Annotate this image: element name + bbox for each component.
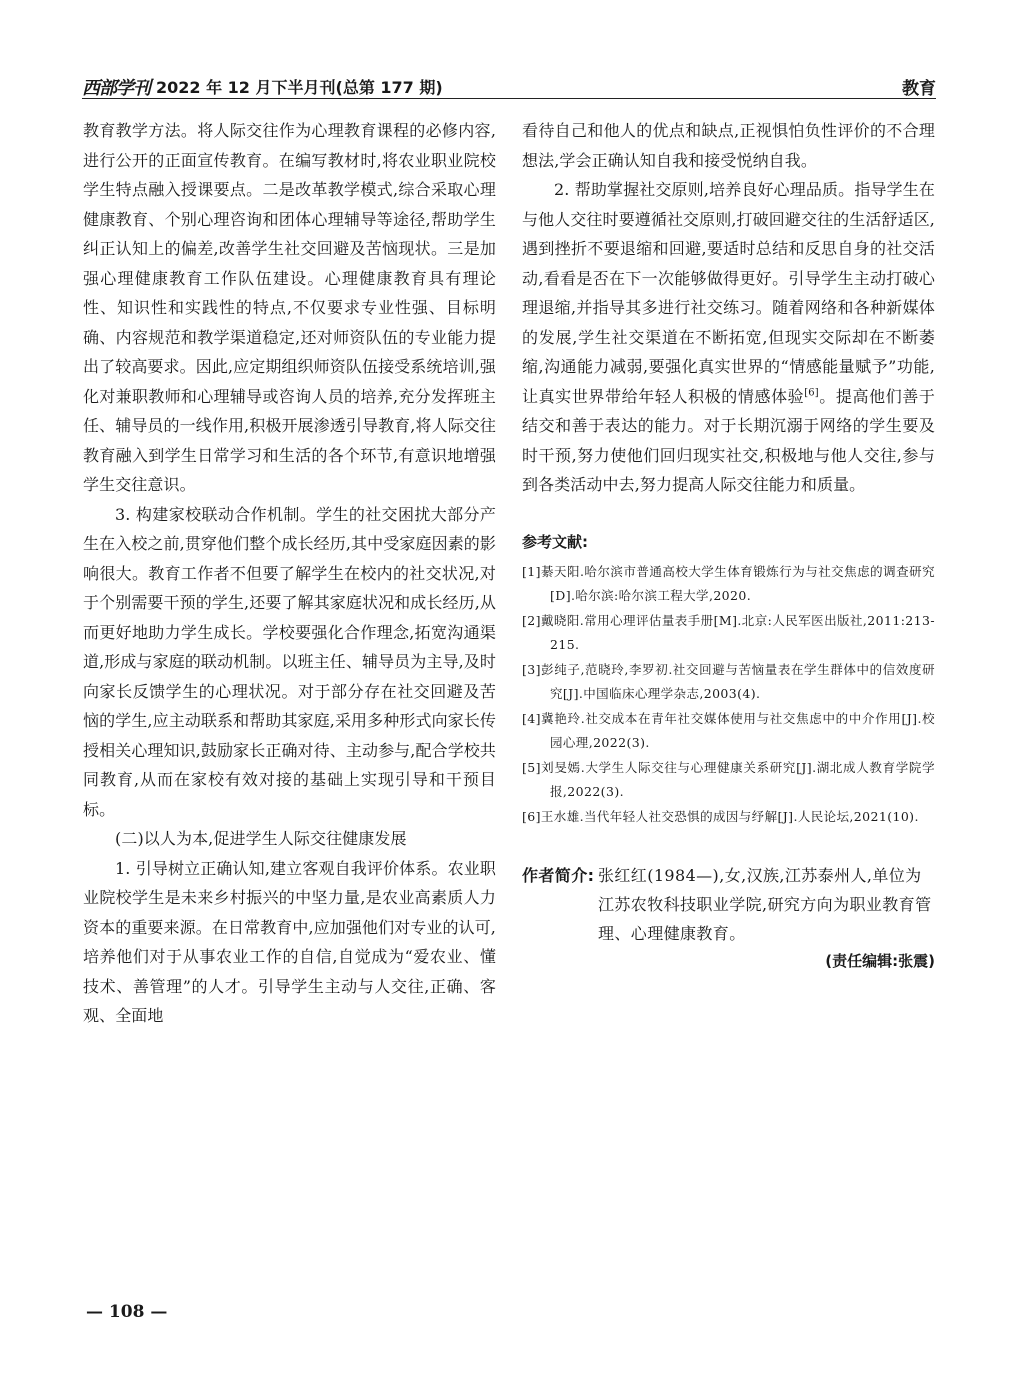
references-title: 参考文献: — [522, 532, 588, 551]
page-number: — 108 — — [86, 1302, 168, 1322]
reference-item: [2]戴晓阳.常用心理评估量表手册[M].北京:人民军医出版社,2011:213-215. — [522, 612, 935, 652]
reference-item: [6]王水雄.当代年轻人社交恐惧的成因与纾解[J].人民论坛,2021(10). — [522, 808, 919, 824]
author-bio-text: 张红红(1984—),女,汉族,江苏泰州人,单位为江苏农牧科技职业学院,研究方向为职业教育管理、心理健康教育。 — [598, 866, 932, 943]
section-label: 教育 — [902, 79, 936, 99]
reference-item: [4]冀艳玲.社交成本在青年社交媒体使用与社交焦虑中的中介作用[J].校园心理,2022(3). — [522, 710, 935, 750]
body-paragraph: 3. 构建家校联动合作机制。学生的社交困扰大部分产生在入校之前,贯穿他们整个成长经历,其中受家庭因素的影响很大。教育工作者不但要了解学生在校内的社交状况,对于个别需要干预的学生,还要了解其家庭状况和成长经历,从而更好地助力学生成长。学校要强化合作理念,拓宽沟通渠道,形成与家庭的联动机制。以班主任、辅导员为主导,及时向家长反馈学生的心理状况。对于部分存在社交回避及苦恼的学生,应主动联系和帮助其家庭,采用多种形式向家长传授相关心理知识,鼓励家长正确对待、主动参与,配合学校共同教育,从而在家校有效对接的基础上实现引导和干预目标。 — [83, 504, 496, 819]
references-list — [522, 560, 935, 830]
reference-item: [1]綦天阳.哈尔滨市普通高校大学生体育锻炼行为与社交焦虑的调查研究[D].哈尔滨:哈尔滨工程大学,2020. — [522, 563, 935, 603]
right-column — [522, 116, 935, 974]
body-paragraph — [522, 175, 935, 500]
left-column — [83, 116, 496, 1031]
reference-item: [5]刘旻嫣.大学生人际交往与心理健康关系研究[J].湖北成人教育学院学报,2022(3). — [522, 759, 935, 799]
subsection-heading: (二)以人为本,促进学生人际交往健康发展 — [115, 829, 407, 848]
reference-item: [3]彭纯子,范晓玲,李罗初.社交回避与苦恼量表在学生群体中的信效度研究[J].中国临床心理学杂志,2003(4). — [522, 661, 935, 701]
paragraph-text: 2. 帮助掌握社交原则,培养良好心理品质。指导学生在与他人交往时要遵循社交原则,打破回避交往的生活舒适区,遇到挫折不要退缩和回避,要适时总结和反思自身的社交活动,看看是否在下一次能够做得更好。引导学生主动打破心理退缩,并指导其多进行社交练习。随着网络和各种新媒体的发展,学生社交渠道在不断拓宽,但现实交际却在不断萎缩,沟通能力减弱,要强化真实世界的“情感能量赋予”功能,让真实世界带给年轻人积极的情感体验 — [522, 180, 935, 406]
journal-logo: 西部学刊 — [82, 78, 150, 99]
paragraph-text: 。提高他们善于结交和善于表达的能力。对于长期沉溺于网络的学生要及时干预,努力使他们回归现实社交,积极地与他人交往,参与到各类活动中去,努力提高人际交往能力和质量。 — [522, 386, 936, 494]
body-paragraph: 教育教学方法。将人际交往作为心理教育课程的必修内容,进行公开的正面宣传教育。在编写教材时,将农业职业院校学生特点融入授课要点。二是改革教学模式,综合采取心理健康教育、个别心理咨询和团体心理辅导等途径,帮助学生纠正认知上的偏差,改善学生社交回避及苦恼现状。三是加强心理健康教育工作队伍建设。心理健康教育具有理论性、知识性和实践性的特点,不仅要求专业性强、目标明确、内容规范和教学渠道稳定,还对师资队伍的专业能力提出了较高要求。因此,应定期组织师资队伍接受系统培训,强化对兼职教师和心理辅导或咨询人员的培养,充分发挥班主任、辅导员的一线作用,积极开展渗透引导教育,将人际交往教育融入到学生日常学习和生活的各个环节,有意识地增强学生交往意识。 — [83, 121, 496, 494]
author-bio-label: 作者简介: — [522, 866, 595, 885]
author-bio — [522, 861, 935, 948]
running-header — [82, 72, 936, 99]
citation-superscript: [6] — [804, 387, 819, 399]
body-paragraph: 1. 引导树立正确认知,建立客观自我评价体系。农业职业院校学生是未来乡村振兴的中坚力量,是农业高素质人力资本的重要来源。在日常教育中,应加强他们对专业的认可,培养他们对于从事农业工作的自信,自觉成为“爱农业、懂技术、善管理”的人才。引导学生主动与人交往,正确、客观、全面地 — [83, 858, 496, 1025]
responsible-editor: (责任编辑:张震) — [825, 952, 935, 970]
body-paragraph: 看待自己和他人的优点和缺点,正视惧怕负性评价的不合理想法,学会正确认知自我和接受悦纳自我。 — [522, 121, 935, 170]
issue-info: 2022 年 12 月下半月刊(总第 177 期) — [156, 78, 443, 97]
